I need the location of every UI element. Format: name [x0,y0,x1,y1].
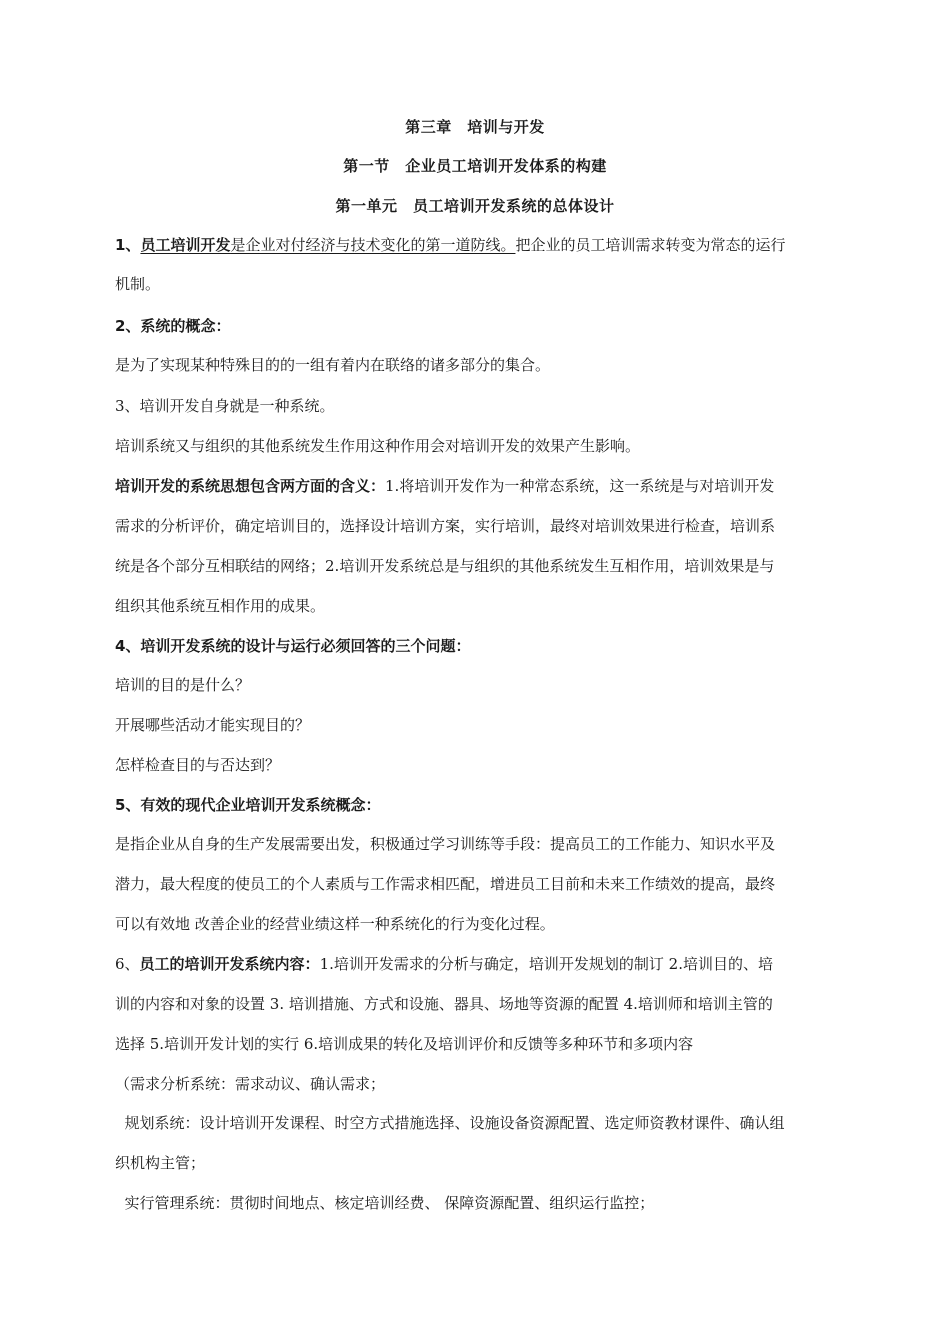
paragraph-1-line-2: 机制。 [115,275,161,293]
paragraph-1-line-1 [115,235,860,255]
question-1: 培训的目的是什么？ [115,676,251,694]
section-title: 第一节 企业员工培训开发体系的构建 [343,157,607,175]
bold-lead: 员工的培训开发系统内容： [139,955,320,973]
paragraph-6-line-5: 规划系统：设计培训开发课程、时空方式措施选择、设施设备资源配置、选定师资教材课件、确认组 [115,1114,785,1132]
line-text: 1.培训开发需求的分析与确定，培训开发规划的制订 2.培训目的、培 [319,955,773,973]
paragraph-3-line-3: 统是各个部分互相联结的网络；2.培训开发系统总是与组织的其他系统发生互相作用，培训效果是与 [115,557,775,575]
paragraph-2-title: 2、系统的概念： [115,317,231,335]
paragraph-5-line-1: 是指企业从自身的生产发展需要出发，积极通过学习训练等手段：提高员工的工作能力、知识水平及 [115,835,776,853]
paragraph-6-line-1 [115,954,860,974]
unit-title: 第一单元 员工培训开发系统的总体设计 [335,197,615,215]
paragraph-5-line-2: 潜力，最大程度的使员工的个人素质与工作需求相匹配，增进员工目前和未来工作绩效的提高，最终 [115,875,776,893]
paragraph-3-body: 培训系统又与组织的其他系统发生作用这种作用会对培训开发的效果产生影响。 [115,437,641,455]
paragraph-6-line-4: （需求分析系统：需求动议、确认需求； [115,1075,386,1093]
definition-rest: 把企业的员工培训需求转变为常态的运行 [515,236,786,254]
paragraph-5-title: 5、有效的现代企业培训开发系统概念： [115,796,381,814]
paragraph-3-line-1 [115,476,860,496]
paragraph-6-line-7: 实行管理系统：贯彻时间地点、核定培训经费、 保障资源配置、组织运行监控； [115,1194,655,1212]
key-term: 员工培训开发 [140,236,231,254]
item-number: 1、 [115,236,141,254]
paragraph-2-body: 是为了实现某种特殊目的的一组有着内在联络的诸多部分的集合。 [115,356,551,374]
line-text: 1.将培训开发作为一种常态系统，这一系统是与对培训开发 [385,477,775,495]
paragraph-6-line-2: 训的内容和对象的设置 3. 培训措施、方式和设施、器具、场地等资源的配置 4.培训师和培训主管的 [115,995,773,1013]
bold-lead: 培训开发的系统思想包含两方面的含义： [115,477,386,495]
chapter-title: 第三章 培训与开发 [405,118,545,136]
paragraph-5-line-3: 可以有效地 改善企业的经营业绩这样一种系统化的行为变化过程。 [115,915,555,933]
paragraph-6-line-3: 选择 5.培训开发计划的实行 6.培训成果的转化及培训评价和反馈等多种环节和多项内容 [115,1035,694,1053]
question-3: 怎样检查目的与否达到？ [115,756,281,774]
question-2: 开展哪些活动才能实现目的？ [115,716,311,734]
paragraph-3-line-4: 组织其他系统互相作用的成果。 [115,597,326,615]
paragraph-3-title: 3、培训开发自身就是一种系统。 [115,397,335,415]
definition-underlined: 是企业对付经济与技术变化的第一道防线。 [230,236,516,254]
paragraph-3-line-2: 需求的分析评价，确定培训目的，选择设计培训方案，实行培训，最终对培训效果进行检查，培训系 [115,517,776,535]
paragraph-6-line-6: 织机构主管； [115,1154,206,1172]
paragraph-4-title: 4、培训开发系统的设计与运行必须回答的三个问题： [115,637,471,655]
item-number: 6、 [115,955,140,973]
